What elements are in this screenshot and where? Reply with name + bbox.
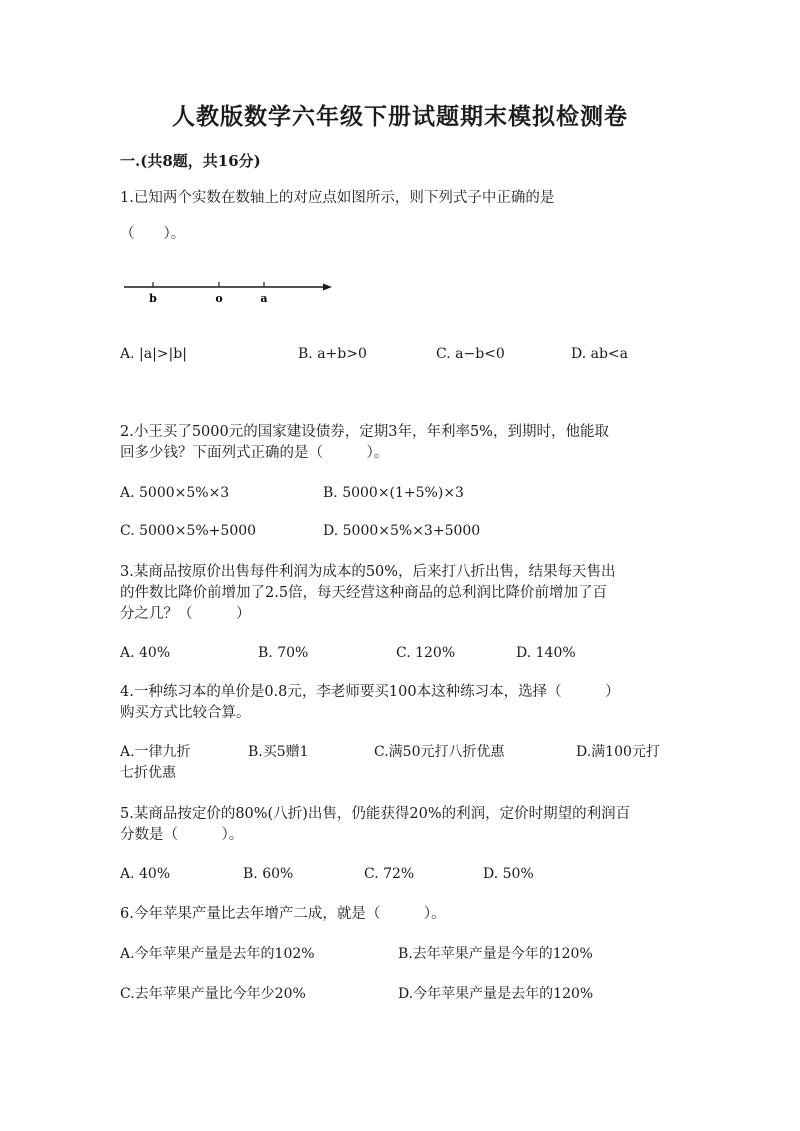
label-a: a (260, 292, 268, 305)
label-b: b (149, 292, 157, 305)
q5-text-line1: 5.某商品按定价的80%(八折)出售，仍能获得20%的利润，定价时期望的利润百 (120, 806, 631, 822)
q5-option-a: A. 40% (120, 866, 171, 882)
q2-option-a: A. 5000×5%×3 (120, 485, 230, 501)
q2-option-b: B. 5000×(1+5%)×3 (323, 485, 464, 501)
q6-option-b: B.去年苹果产量是今年的120% (398, 946, 593, 962)
q1-option-c: C. a−b<0 (436, 346, 505, 362)
q1-text-line2: （ ）。 (120, 226, 186, 242)
q5-option-d: D. 50% (483, 866, 534, 882)
q4-option-b: B.买5赠1 (248, 744, 309, 760)
page-title: 人教版数学六年级下册试题期末模拟检测卷 (172, 103, 628, 130)
q3-text-line1: 3.某商品按原价出售每件利润为成本的50%，后来打八折出售，结果每天售出 (120, 564, 616, 580)
q3-option-a: A. 40% (120, 645, 171, 661)
q1-option-a: A. |a|>|b| (120, 346, 187, 362)
q1-option-b: B. a+b>0 (298, 346, 367, 362)
q6-option-a: A.今年苹果产量是去年的102% (120, 946, 315, 962)
label-o: o (215, 292, 223, 305)
q3-option-c: C. 120% (396, 645, 456, 661)
q5-text-line2: 分数是（ ）。 (120, 827, 244, 843)
q3-option-d: D. 140% (516, 645, 576, 661)
number-line-arrow (323, 284, 332, 291)
q6-option-d: D.今年苹果产量是去年的120% (398, 986, 594, 1002)
q4-option-d-continued: 七折优惠 (120, 765, 176, 781)
q1-text-line1: 1.已知两个实数在数轴上的对应点如图所示，则下列式子中正确的是 (120, 190, 555, 206)
q4-option-c: C.满50元打八折优惠 (374, 744, 505, 760)
q1-option-d: D. ab<a (571, 346, 629, 362)
q3-option-b: B. 70% (258, 645, 309, 661)
q2-text-line1: 2.小王买了5000元的国家建设债券，定期3年，年利率5%，到期时，他能取 (120, 424, 609, 440)
section-heading: 一.(共8题，共16分) (120, 152, 261, 170)
q3-text-line3: 分之几？（ ） (120, 606, 251, 622)
q2-text-line2: 回多少钱？下面列式正确的是（ ）。 (120, 445, 389, 461)
q4-text-line1: 4.一种练习本的单价是0.8元，李老师要买100本这种练习本，选择（ ） (120, 684, 620, 700)
q2-option-c: C. 5000×5%+5000 (120, 523, 257, 539)
q4-option-d: D.满100元打 (576, 744, 660, 760)
q5-option-c: C. 72% (364, 866, 415, 882)
q4-text-line2: 购买方式比较合算。 (120, 705, 251, 721)
q2-option-d: D. 5000×5%×3+5000 (323, 523, 481, 539)
number-line-figure (120, 276, 340, 316)
q6-option-c: C.去年苹果产量比今年少20% (120, 986, 306, 1002)
q3-text-line2: 的件数比降价前增加了2.5倍，每天经营这种商品的总利润比降价前增加了百 (120, 585, 608, 601)
q5-option-b: B. 60% (243, 866, 294, 882)
q4-option-a: A.一律九折 (120, 744, 191, 760)
q6-text-line1: 6.今年苹果产量比去年增产二成，就是（ ）。 (120, 906, 446, 922)
